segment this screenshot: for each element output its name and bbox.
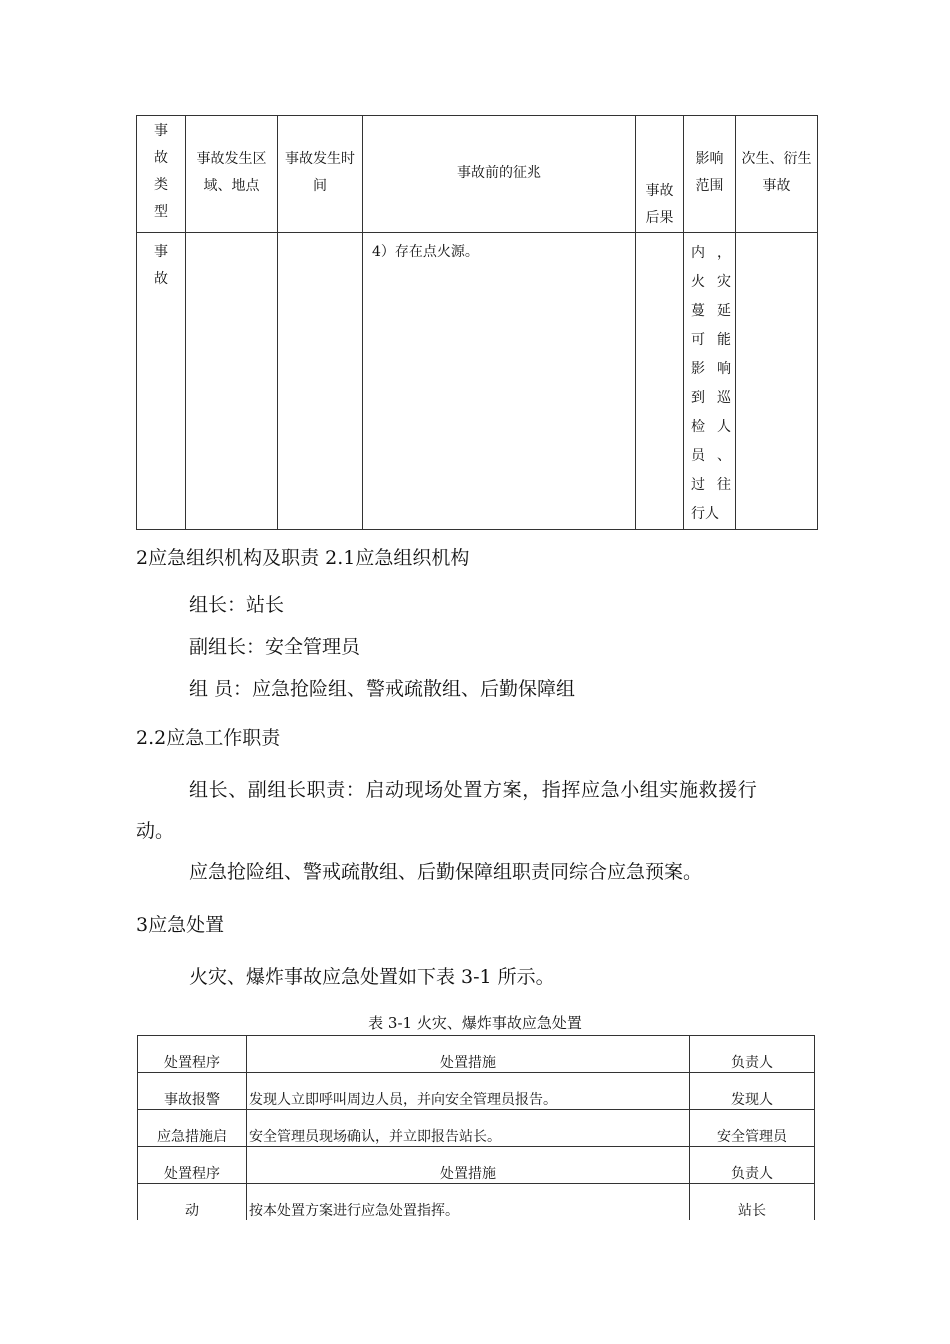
cell-time <box>278 233 363 530</box>
section-2-title: 2应急组织机构及职责 2.1应急组织机构 <box>136 547 470 569</box>
cell-area <box>186 233 278 530</box>
header-type: 事 故 类 型 <box>137 116 186 233</box>
cell-consequence <box>636 233 684 530</box>
row-owner: 安全管理员 <box>690 1110 815 1147</box>
header-impact: 影响 范围 <box>684 116 736 233</box>
table-row <box>138 1110 815 1147</box>
response-table <box>137 1035 815 1220</box>
org-deputy: 副组长：安全管理员 <box>189 636 361 658</box>
row-owner: 站长 <box>690 1184 815 1221</box>
row-measure: 安全管理员现场确认，并立即报告站长。 <box>247 1110 690 1147</box>
table-row <box>138 1073 815 1110</box>
row-procedure: 应急措施启 <box>138 1110 247 1147</box>
table-intro: 火灾、爆炸事故应急处置如下表 3-1 所示。 <box>189 966 555 988</box>
hazard-table <box>136 115 818 530</box>
section-2-2-title: 2.2应急工作职责 <box>136 727 281 749</box>
duty-leader-line1: 组长、副组长职责：启动现场处置方案，指挥应急小组实施救援行 <box>189 779 758 801</box>
header-measure: 处置措施 <box>247 1036 690 1073</box>
header-secondary: 次生、衍生 事故 <box>736 116 818 233</box>
impact-text <box>684 233 735 529</box>
org-leader: 组长：站长 <box>189 594 285 616</box>
impact-line: 到 巡 <box>691 390 731 406</box>
header-time: 事故发生时 间 <box>278 116 363 233</box>
table-row <box>138 1184 815 1221</box>
table-row <box>137 233 818 530</box>
header-owner: 负责人 <box>690 1036 815 1073</box>
impact-line: 可 能 <box>691 332 731 348</box>
row-procedure: 处置程序 <box>138 1147 247 1184</box>
row-procedure: 动 <box>138 1184 247 1221</box>
impact-line: 内 ， <box>691 245 731 261</box>
impact-line: 过 往 <box>691 477 731 493</box>
header-consequence: 事故 后果 <box>636 116 684 233</box>
section-3-title: 3应急处置 <box>136 914 225 936</box>
table-row <box>138 1147 815 1184</box>
impact-line: 员 、 <box>691 448 731 464</box>
impact-line: 火 灾 <box>691 274 731 290</box>
cell-type: 事 故 <box>137 233 186 530</box>
row-measure: 按本处置方案进行应急处置指挥。 <box>247 1184 690 1221</box>
row-procedure: 事故报警 <box>138 1073 247 1110</box>
row-measure: 发现人立即呼叫周边人员，并向安全管理员报告。 <box>247 1073 690 1110</box>
cell-secondary <box>736 233 818 530</box>
cell-precursor: 4）存在点火源。 <box>363 233 636 530</box>
row-measure: 处置措施 <box>247 1147 690 1184</box>
table-caption: 表 3-1 火灾、爆炸事故应急处置 <box>368 1014 582 1032</box>
header-procedure: 处置程序 <box>138 1036 247 1073</box>
table-header-row <box>138 1036 815 1073</box>
impact-line: 蔓 延 <box>691 303 731 319</box>
header-precursor: 事故前的征兆 <box>363 116 636 233</box>
impact-line: 影 响 <box>691 361 731 377</box>
duty-leader-line2: 动。 <box>136 820 175 842</box>
table-header-row <box>137 116 818 233</box>
impact-line: 行人 <box>691 506 719 522</box>
org-members: 组 员：应急抢险组、警戒疏散组、后勤保障组 <box>189 678 576 700</box>
cell-impact <box>684 233 736 530</box>
impact-line: 检 人 <box>691 419 731 435</box>
row-owner: 负责人 <box>690 1147 815 1184</box>
header-area: 事故发生区 域、地点 <box>186 116 278 233</box>
row-owner: 发现人 <box>690 1073 815 1110</box>
duty-groups: 应急抢险组、警戒疏散组、后勤保障组职责同综合应急预案。 <box>189 861 703 883</box>
